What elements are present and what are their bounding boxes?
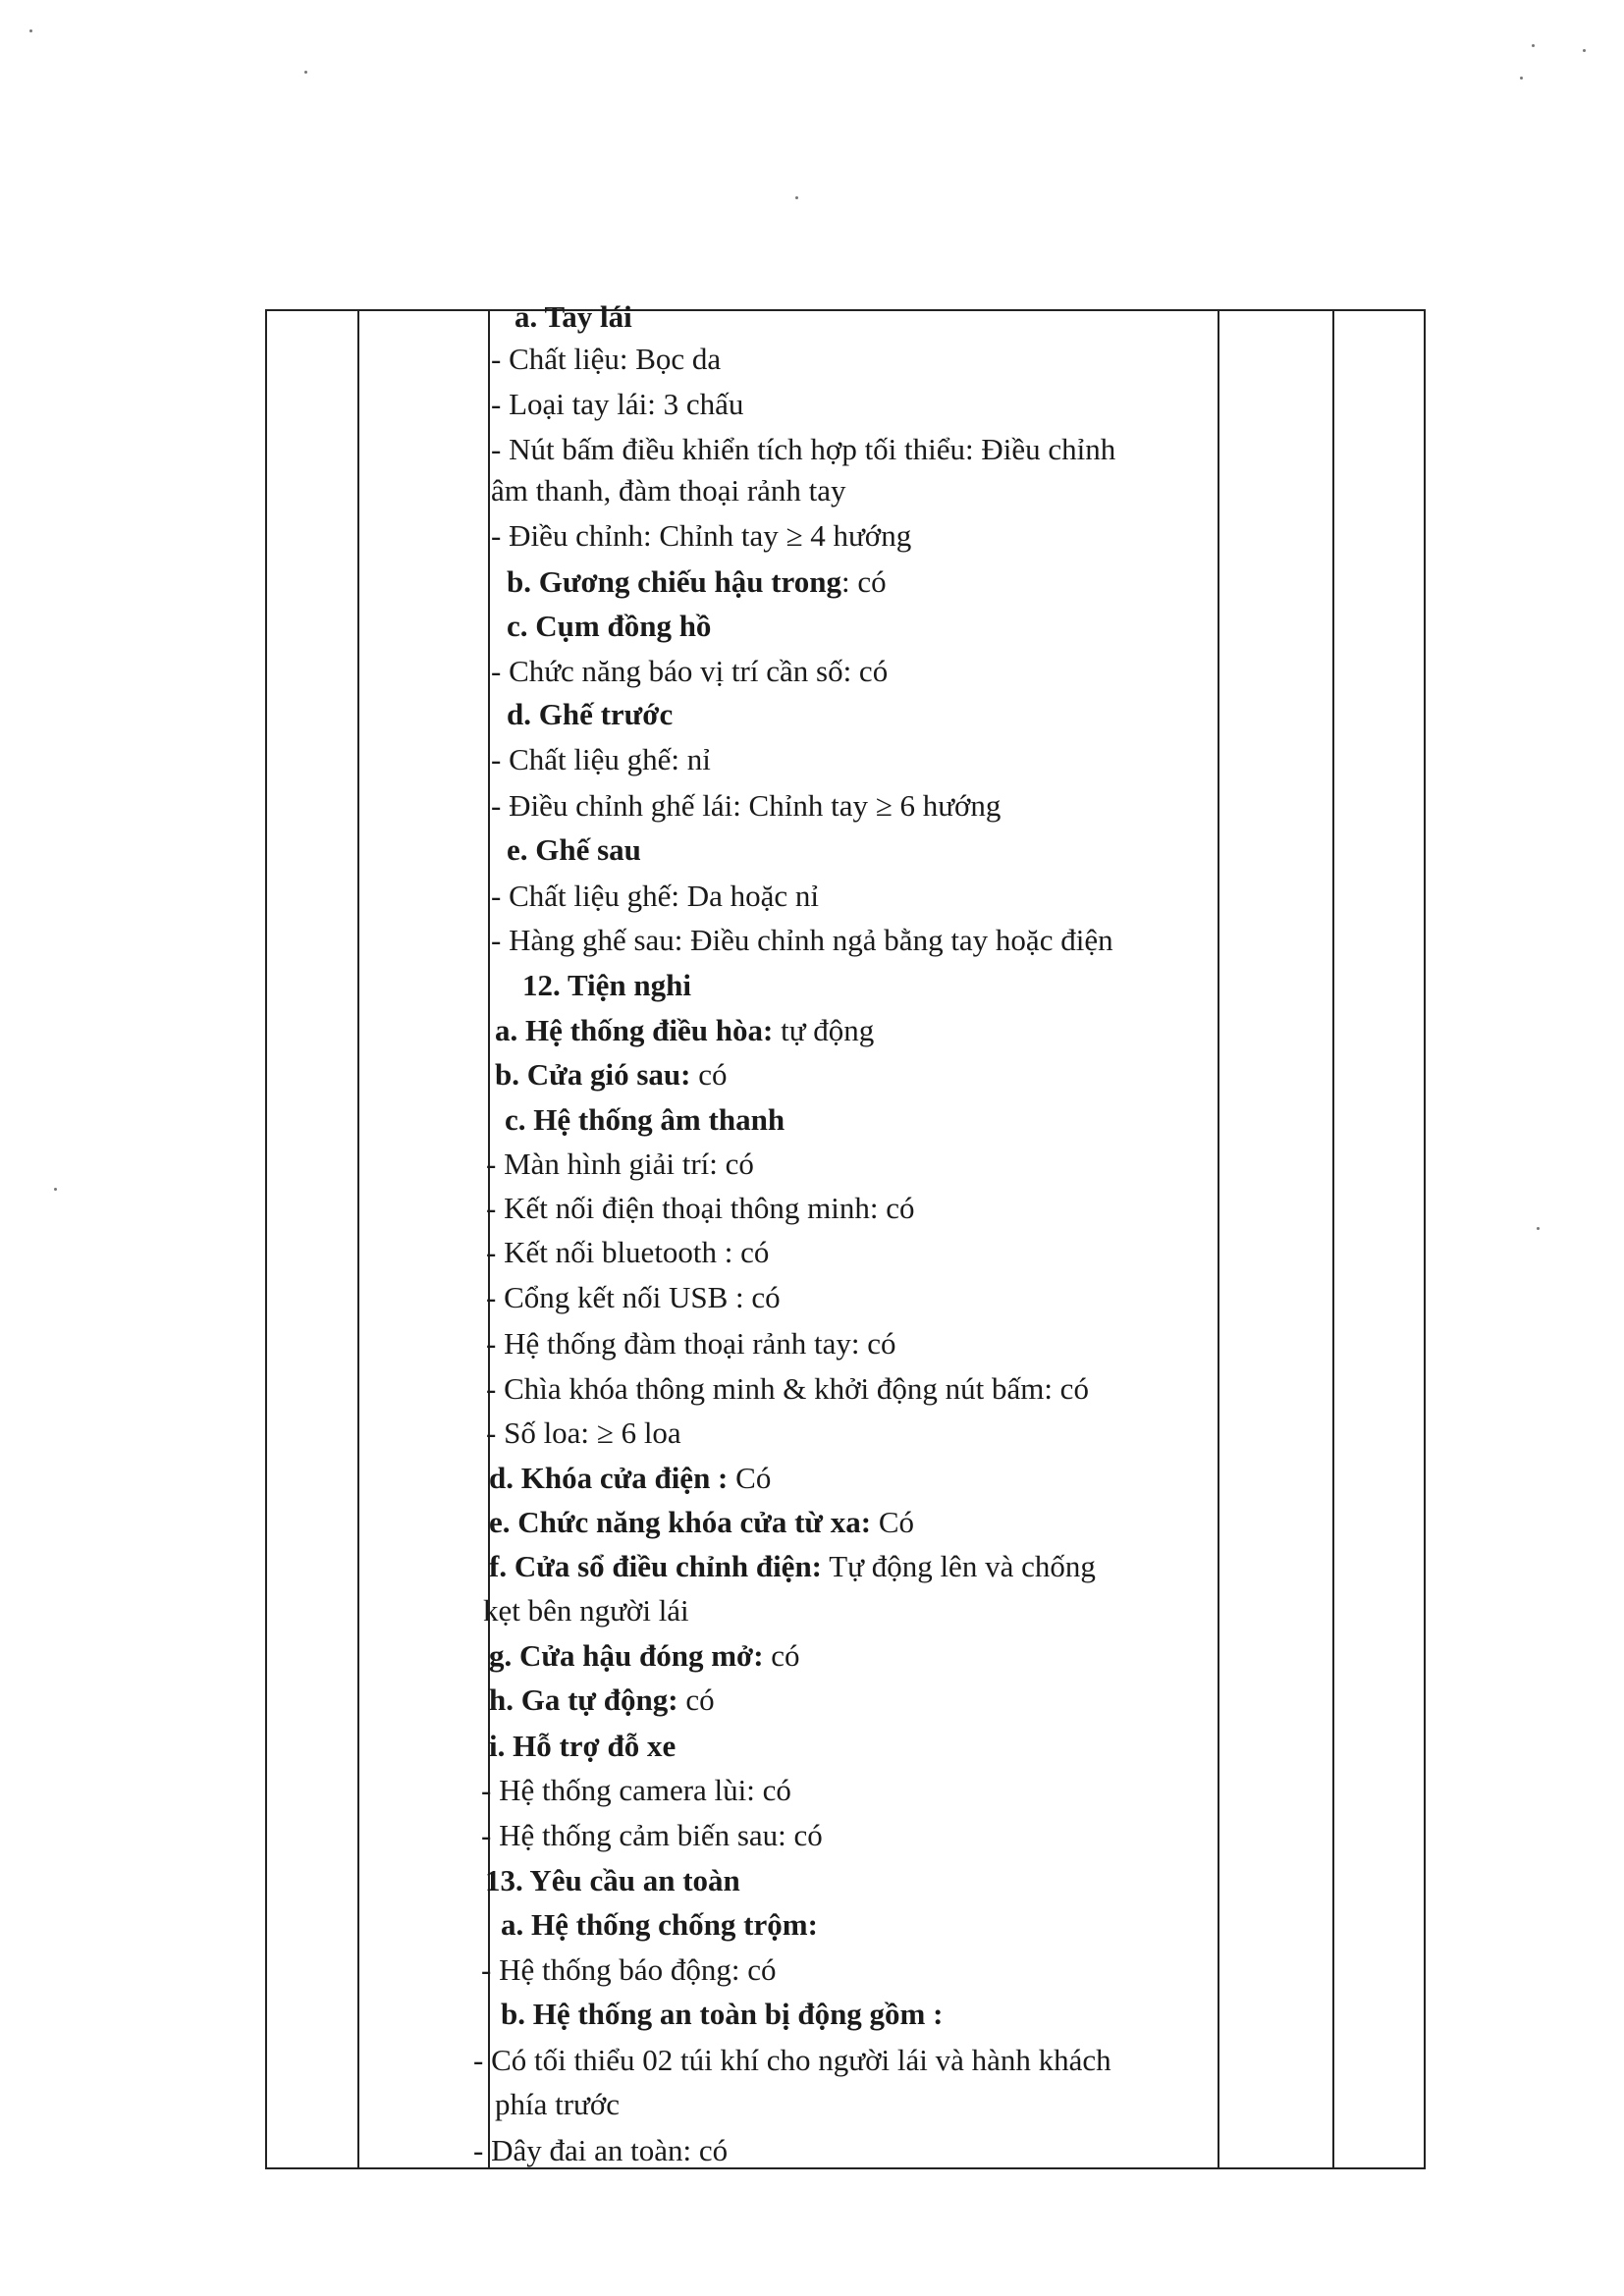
spec-line	[489, 1727, 676, 1766]
spec-heading: e. Ghế sau	[507, 832, 641, 867]
spec-text: - Nút bấm điều khiển tích hợp tối thiểu: Điều chỉnh	[491, 432, 1116, 466]
spec-line	[491, 430, 1115, 469]
spec-heading: c. Hệ thống âm thanh	[505, 1102, 785, 1137]
spec-line	[481, 1816, 823, 1855]
spec-line	[491, 921, 1113, 960]
spec-text: - Màn hình giải trí: có	[486, 1147, 754, 1181]
scan-speck	[1520, 77, 1523, 80]
spec-text: tự động	[773, 1013, 875, 1047]
spec-text: kẹt bên người lái	[483, 1593, 689, 1628]
spec-line	[489, 1503, 914, 1542]
spec-line	[495, 2085, 620, 2124]
spec-line	[514, 297, 632, 337]
spec-text: - Hàng ghế sau: Điều chỉnh ngả bằng tay hoặc điện	[491, 923, 1113, 957]
spec-text: - Chất liệu ghế: Da hoặc nỉ	[491, 879, 820, 913]
spec-text: - Kết nối điện thoại thông minh: có	[486, 1191, 915, 1225]
spec-text: phía trước	[495, 2087, 621, 2121]
spec-line	[491, 471, 846, 510]
spec-text: - Loại tay lái: 3 chấu	[491, 387, 744, 421]
spec-line	[505, 1100, 785, 1140]
spec-text: âm thanh, đàm thoại rảnh tay	[491, 473, 846, 507]
scan-speck	[1532, 44, 1535, 47]
scan-speck	[1583, 49, 1586, 52]
spec-line	[501, 1995, 943, 2034]
spec-heading: f. Cửa sổ điều chỉnh điện:	[489, 1549, 823, 1583]
spec-text: có	[690, 1057, 728, 1092]
scan-speck	[304, 71, 307, 74]
spec-line	[495, 1055, 728, 1095]
spec-line	[495, 1011, 874, 1050]
spec-heading: 12. Tiện nghi	[522, 968, 692, 1002]
spec-heading: a. Tay lái	[514, 299, 632, 334]
spec-line	[485, 1861, 740, 1900]
spec-heading: 13. Yêu cầu an toàn	[485, 1863, 740, 1897]
spec-line	[486, 1278, 781, 1317]
spec-line	[491, 340, 721, 379]
spec-table	[265, 299, 1426, 2169]
spec-line	[491, 516, 911, 556]
spec-line	[486, 1145, 754, 1184]
spec-text: - Chức năng báo vị trí cần số: có	[491, 654, 889, 688]
spec-text: có	[763, 1638, 800, 1673]
spec-heading: b. Cửa gió sau:	[495, 1057, 691, 1092]
spec-text: - Có tối thiểu 02 túi khí cho người lái và hành khách	[473, 2043, 1111, 2077]
spec-text: - Kết nối bluetooth : có	[486, 1235, 770, 1269]
spec-text: : có	[840, 564, 887, 599]
spec-text: - Điều chỉnh: Chỉnh tay ≥ 4 hướng	[491, 518, 912, 553]
spec-line	[481, 1771, 791, 1810]
spec-text: - Số loa: ≥ 6 loa	[486, 1415, 681, 1450]
spec-line	[473, 2041, 1111, 2080]
spec-line	[481, 1950, 776, 1990]
spec-line	[507, 695, 673, 734]
spec-text: Có	[871, 1505, 915, 1539]
spec-heading: g. Cửa hậu đóng mở:	[489, 1638, 764, 1673]
spec-line	[486, 1324, 896, 1363]
spec-text: - Cổng kết nối USB : có	[486, 1280, 781, 1314]
spec-heading: h. Ga tự động:	[489, 1682, 678, 1717]
spec-heading: b. Hệ thống an toàn bị động gồm :	[501, 1997, 944, 2031]
spec-heading: b. Gương chiếu hậu trong	[507, 564, 841, 599]
spec-line	[507, 562, 887, 602]
spec-heading: d. Khóa cửa điện :	[489, 1461, 729, 1495]
spec-heading: i. Hỗ trợ đỗ xe	[489, 1729, 677, 1763]
spec-text: - Dây đai an toàn: có	[473, 2133, 729, 2167]
spec-line	[491, 740, 711, 779]
spec-text: - Chất liệu: Bọc da	[491, 342, 722, 376]
spec-heading: d. Ghế trước	[507, 697, 674, 731]
spec-line	[486, 1414, 681, 1453]
spec-line	[486, 1369, 1089, 1409]
spec-line	[522, 966, 691, 1005]
spec-line	[486, 1233, 769, 1272]
spec-text: - Hệ thống báo động: có	[481, 1952, 777, 1987]
spec-heading: e. Chức năng khóa cửa từ xa:	[489, 1505, 872, 1539]
spec-line	[507, 830, 641, 870]
spec-heading: a. Hệ thống chống trộm:	[501, 1907, 818, 1942]
spec-heading: a. Hệ thống điều hòa:	[495, 1013, 774, 1047]
spec-line	[489, 1459, 771, 1498]
scan-speck	[1537, 1227, 1540, 1230]
spec-text: - Hệ thống camera lùi: có	[481, 1773, 791, 1807]
spec-line	[486, 1189, 915, 1228]
spec-line	[489, 1636, 800, 1676]
spec-line	[501, 1905, 818, 1945]
spec-content	[267, 299, 1424, 2167]
spec-line	[489, 1681, 715, 1720]
spec-text: Tự động lên và chống	[822, 1549, 1096, 1583]
spec-text: có	[677, 1682, 715, 1717]
scan-speck	[54, 1188, 57, 1191]
spec-text: - Chất liệu ghế: nỉ	[491, 742, 711, 776]
spec-heading: c. Cụm đồng hồ	[507, 609, 712, 643]
spec-line	[491, 385, 743, 424]
scan-speck	[795, 196, 798, 199]
spec-text: - Chìa khóa thông minh & khởi động nút bấm: có	[486, 1371, 1089, 1406]
spec-text: - Hệ thống đàm thoại rảnh tay: có	[486, 1326, 896, 1361]
spec-line	[491, 652, 888, 691]
spec-text: Có	[728, 1461, 772, 1495]
spec-line	[507, 607, 711, 646]
spec-line	[473, 2131, 728, 2170]
spec-line	[491, 877, 819, 916]
spec-line	[489, 1547, 1096, 1586]
spec-line	[491, 786, 1001, 826]
spec-line	[483, 1591, 689, 1630]
scan-speck	[29, 29, 32, 32]
spec-text: - Điều chỉnh ghế lái: Chỉnh tay ≥ 6 hướng	[491, 788, 1001, 823]
spec-text: - Hệ thống cảm biến sau: có	[481, 1818, 823, 1852]
